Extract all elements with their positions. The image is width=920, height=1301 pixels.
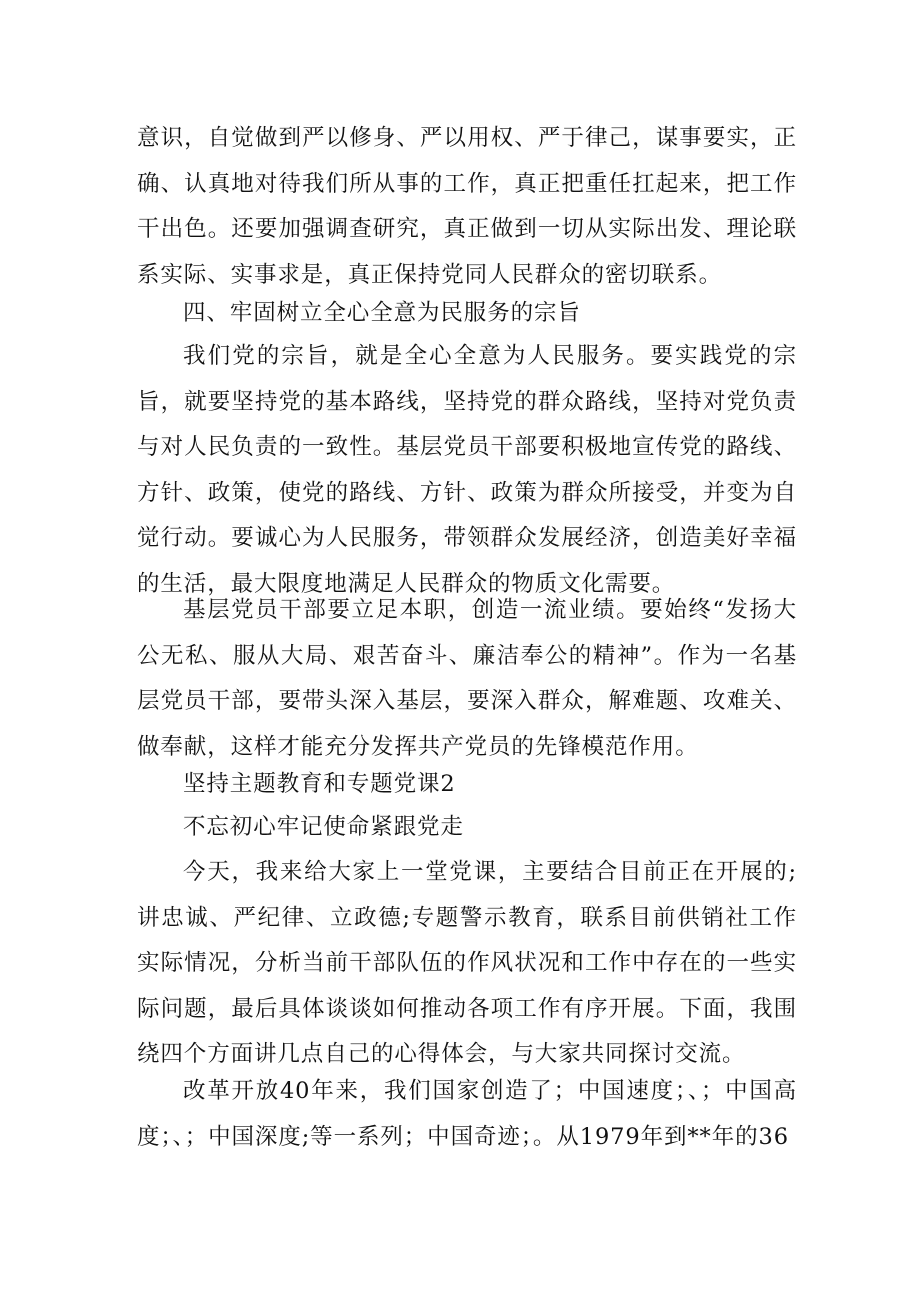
- document-title-text: 坚持主题教育和专题党课2: [183, 771, 456, 797]
- paragraph-text: 意识，自觉做到严以修身、严以用权、严于律己，谋事要实，正确、认真地对待我们所从事的工作，真正把重任扛起来，把工作干出色。还要加强调查研究，真正做到一切从实际出发、理论联系实际、实事求是，真正保持党同人民群众的密切联系。: [137, 125, 797, 288]
- paragraph-text: 改革开放40年来，我们国家创造了；中国速度；、；中国高度；、；中国深度;等一系列；中国奇迹；。从1979年到**年的36: [137, 1078, 797, 1150]
- paragraph-continued: [137, 116, 797, 298]
- paragraph: [137, 850, 797, 1078]
- paragraph-text: 基层党员干部要立足本职，创造一流业绩。要始终“发扬大公无私、服从大局、艰苦奋斗、廉洁奉公的精神”。作为一名基层党员干部，要带头深入基层，要深入群众，解难题、攻难关、做奉献，这样才能充分发挥共产党员的先锋模范作用。: [137, 597, 797, 760]
- paragraph-text: 今天，我来给大家上一堂党课，主要结合目前正在开展的;讲忠诚、严纪律、立政德;专题警示教育，联系目前供销社工作实际情况，分析当前干部队伍的作风状况和工作中存在的一些实际问题，最后具体谈谈如何推动各项工作有序开展。下面，我围绕四个方面讲几点自己的心得体会，与大家共同探讨交流。: [137, 859, 797, 1067]
- paragraph: [137, 588, 797, 770]
- paragraph-text: 我们党的宗旨，就是全心全意为人民服务。要实践党的宗旨，就要坚持党的基本路线，坚持党的群众路线，坚持对党负责与对人民负责的一致性。基层党员干部要积极地宣传党的路线、方针、政策，使党的路线、方针、政策为群众所接受，并变为自觉行动。要诚心为人民服务，带领群众发展经济，创造美好幸福的生活，最大限度地满足人民群众的物质文化需要。: [137, 343, 797, 597]
- document-subtitle-text: 不忘初心牢记使命紧跟党走: [183, 814, 464, 840]
- paragraph: [137, 334, 797, 607]
- section-heading-text: 四、牢固树立全心全意为民服务的宗旨: [183, 300, 581, 326]
- paragraph: [137, 1069, 797, 1160]
- document-subtitle: [137, 805, 797, 851]
- section-heading: [137, 291, 797, 337]
- document-title: [137, 762, 797, 808]
